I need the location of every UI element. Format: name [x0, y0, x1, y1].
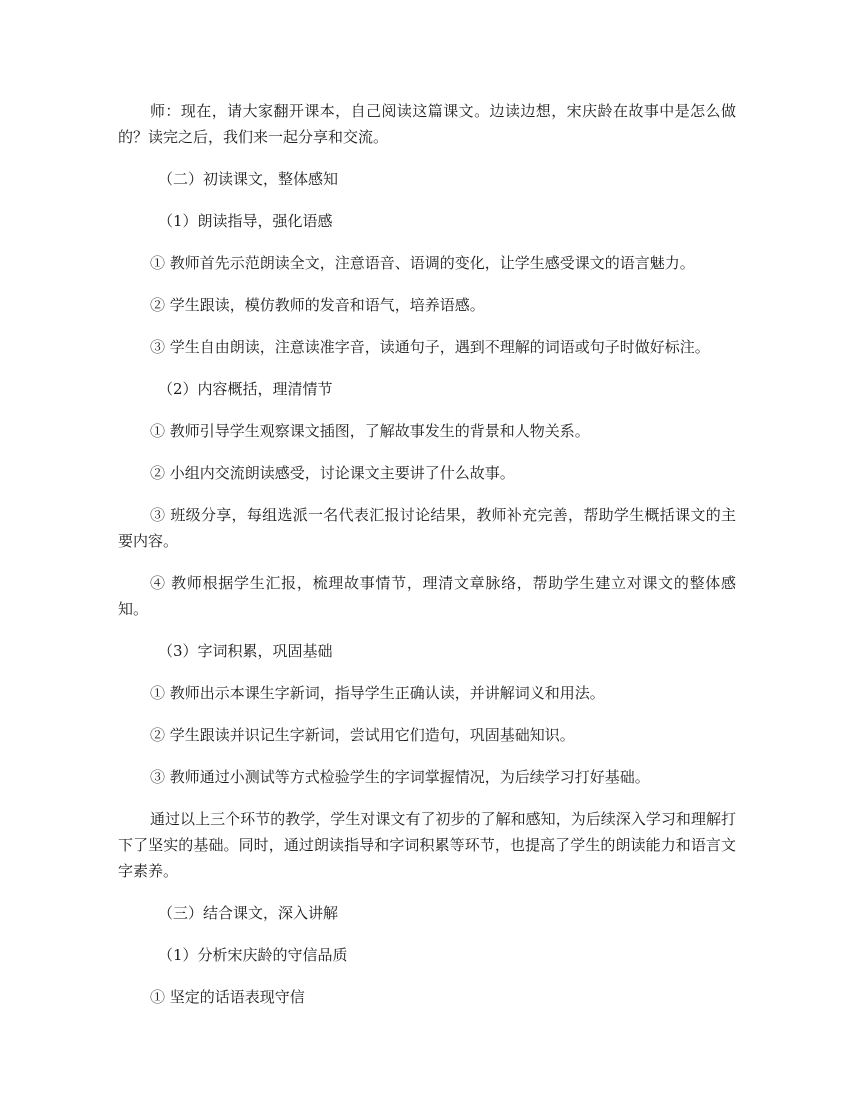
list-item: ② 小组内交流朗读感受，讨论课文主要讲了什么故事。	[150, 464, 515, 482]
list-item: ① 教师首先示范朗读全文，注意语音、语调的变化，让学生感受课文的语言魅力。	[150, 254, 695, 272]
list-item: ③ 教师通过小测试等方式检验学生的字词掌握情况，为后续学习打好基础。	[150, 768, 650, 786]
list-item: ④ 教师根据学生汇报，梳理故事情节，理清文章脉络，帮助学生建立对课文的整体感知。	[118, 574, 736, 618]
subsection-heading-summary: （2）内容概括，理清情节	[158, 380, 333, 398]
section-heading-2: （二）初读课文，整体感知	[158, 170, 339, 188]
subsection-heading-reading: （1）朗读指导，强化语感	[158, 212, 333, 230]
subsection-heading-analysis: （1）分析宋庆龄的守信品质	[158, 946, 348, 964]
paragraph-teacher-instruction: 师：现在，请大家翻开课本，自己阅读这篇课文。边读边想，宋庆龄在故事中是怎么做的？读完之后，我们来一起分享和交流。	[118, 102, 736, 146]
paragraph-summary: 通过以上三个环节的教学，学生对课文有了初步的了解和感知，为后续深入学习和理解打下了坚实的基础。同时，通过朗读指导和字词积累等环节，也提高了学生的朗读能力和语言文字素养。	[118, 810, 736, 880]
section-heading-3: （三）结合课文，深入讲解	[158, 904, 339, 922]
subsection-heading-vocabulary: （3）字词积累，巩固基础	[158, 642, 333, 660]
list-item: ③ 学生自由朗读，注意读准字音，读通句子，遇到不理解的词语或句子时做好标注。	[150, 338, 710, 356]
list-item: ③ 班级分享，每组选派一名代表汇报讨论结果，教师补充完善，帮助学生概括课文的主要内容。	[118, 506, 736, 550]
list-item: ① 教师出示本课生字新词，指导学生正确认读，并讲解词义和用法。	[150, 684, 605, 702]
list-item: ② 学生跟读，模仿教师的发音和语气，培养语感。	[150, 296, 485, 314]
document-body	[118, 98, 736, 1026]
list-item: ② 学生跟读并识记生字新词，尝试用它们造句，巩固基础知识。	[150, 726, 575, 744]
list-item: ① 教师引导学生观察课文插图，了解故事发生的背景和人物关系。	[150, 422, 590, 440]
list-item: ① 坚定的话语表现守信	[150, 988, 305, 1006]
